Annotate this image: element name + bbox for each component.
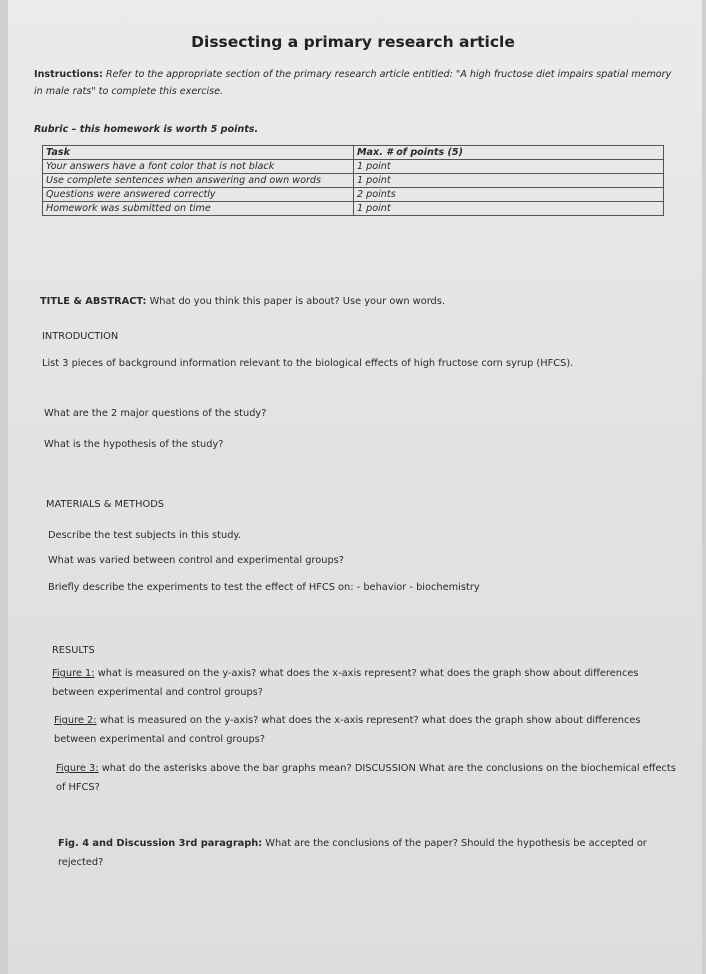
table-cell-points: 1 point bbox=[354, 202, 664, 216]
table-cell-task: Questions were answered correctly bbox=[43, 188, 354, 202]
conclusion-label: Fig. 4 and Discussion 3rd paragraph: bbox=[58, 838, 263, 849]
table-row bbox=[43, 202, 664, 216]
methods-question-1: Describe the test subjects in this study. bbox=[48, 530, 241, 541]
title-abstract-section bbox=[40, 292, 680, 311]
introduction-question-3: What is the hypothesis of the study? bbox=[44, 439, 224, 450]
methods-question-2: What was varied between control and experimental groups? bbox=[48, 555, 344, 566]
figure-3-label: Figure 3: bbox=[56, 763, 99, 774]
methods-heading: MATERIALS & METHODS bbox=[46, 499, 164, 510]
figure-2-question: what is measured on the y-axis? what does the x-axis represent? what does the graph show about differences between experimental and control groups? bbox=[54, 715, 641, 745]
table-cell-points: 2 points bbox=[354, 188, 664, 202]
rubric-heading: Rubric – this homework is worth 5 points. bbox=[34, 124, 259, 135]
results-figure-3 bbox=[56, 759, 676, 797]
figure-1-label: Figure 1: bbox=[52, 668, 95, 679]
table-row bbox=[43, 160, 664, 174]
title-abstract-question: What do you think this paper is about? Use your own words. bbox=[149, 296, 445, 307]
table-header-task: Task bbox=[43, 146, 354, 160]
introduction-question-1: List 3 pieces of background information relevant to the biological effects of high fructose corn syrup (HFCS). bbox=[42, 358, 574, 369]
conclusion-question bbox=[58, 834, 668, 872]
figure-2-label: Figure 2: bbox=[54, 715, 97, 726]
methods-question-3: Briefly describe the experiments to test the effect of HFCS on: - behavior - biochemistry bbox=[48, 582, 480, 593]
table-header-row bbox=[43, 146, 664, 160]
table-row bbox=[43, 188, 664, 202]
instructions-label: Instructions: bbox=[34, 69, 103, 80]
introduction-heading: INTRODUCTION bbox=[42, 331, 119, 342]
table-cell-task: Homework was submitted on time bbox=[43, 202, 354, 216]
figure-3-question: what do the asterisks above the bar graphs mean? DISCUSSION What are the conclusions on the biochemical effects of HFCS? bbox=[56, 763, 676, 793]
conclusion-text: What are the conclusions of the paper? Should the hypothesis be accepted or rejected? bbox=[58, 838, 647, 868]
page-title: Dissecting a primary research article bbox=[191, 33, 515, 51]
instructions bbox=[34, 66, 674, 100]
table-cell-task: Use complete sentences when answering and own words bbox=[43, 174, 354, 188]
instructions-text: Refer to the appropriate section of the primary research article entitled: "A high fructose diet impairs spatial memory in male rats" to complete this exercise. bbox=[34, 69, 672, 97]
title-abstract-label: TITLE & ABSTRACT: bbox=[40, 296, 147, 307]
introduction-question-2: What are the 2 major questions of the study? bbox=[44, 408, 267, 419]
table-cell-points: 1 point bbox=[354, 174, 664, 188]
table-header-points: Max. # of points (5) bbox=[354, 146, 664, 160]
results-heading: RESULTS bbox=[52, 645, 95, 656]
table-row bbox=[43, 174, 664, 188]
rubric-table bbox=[42, 145, 664, 216]
table-cell-task: Your answers have a font color that is not black bbox=[43, 160, 354, 174]
figure-1-question: what is measured on the y-axis? what does the x-axis represent? what does the graph show about differences between experimental and control groups? bbox=[52, 668, 639, 698]
table-cell-points: 1 point bbox=[354, 160, 664, 174]
results-figure-1 bbox=[52, 664, 672, 702]
results-figure-2 bbox=[54, 711, 674, 749]
document-page bbox=[8, 0, 702, 974]
